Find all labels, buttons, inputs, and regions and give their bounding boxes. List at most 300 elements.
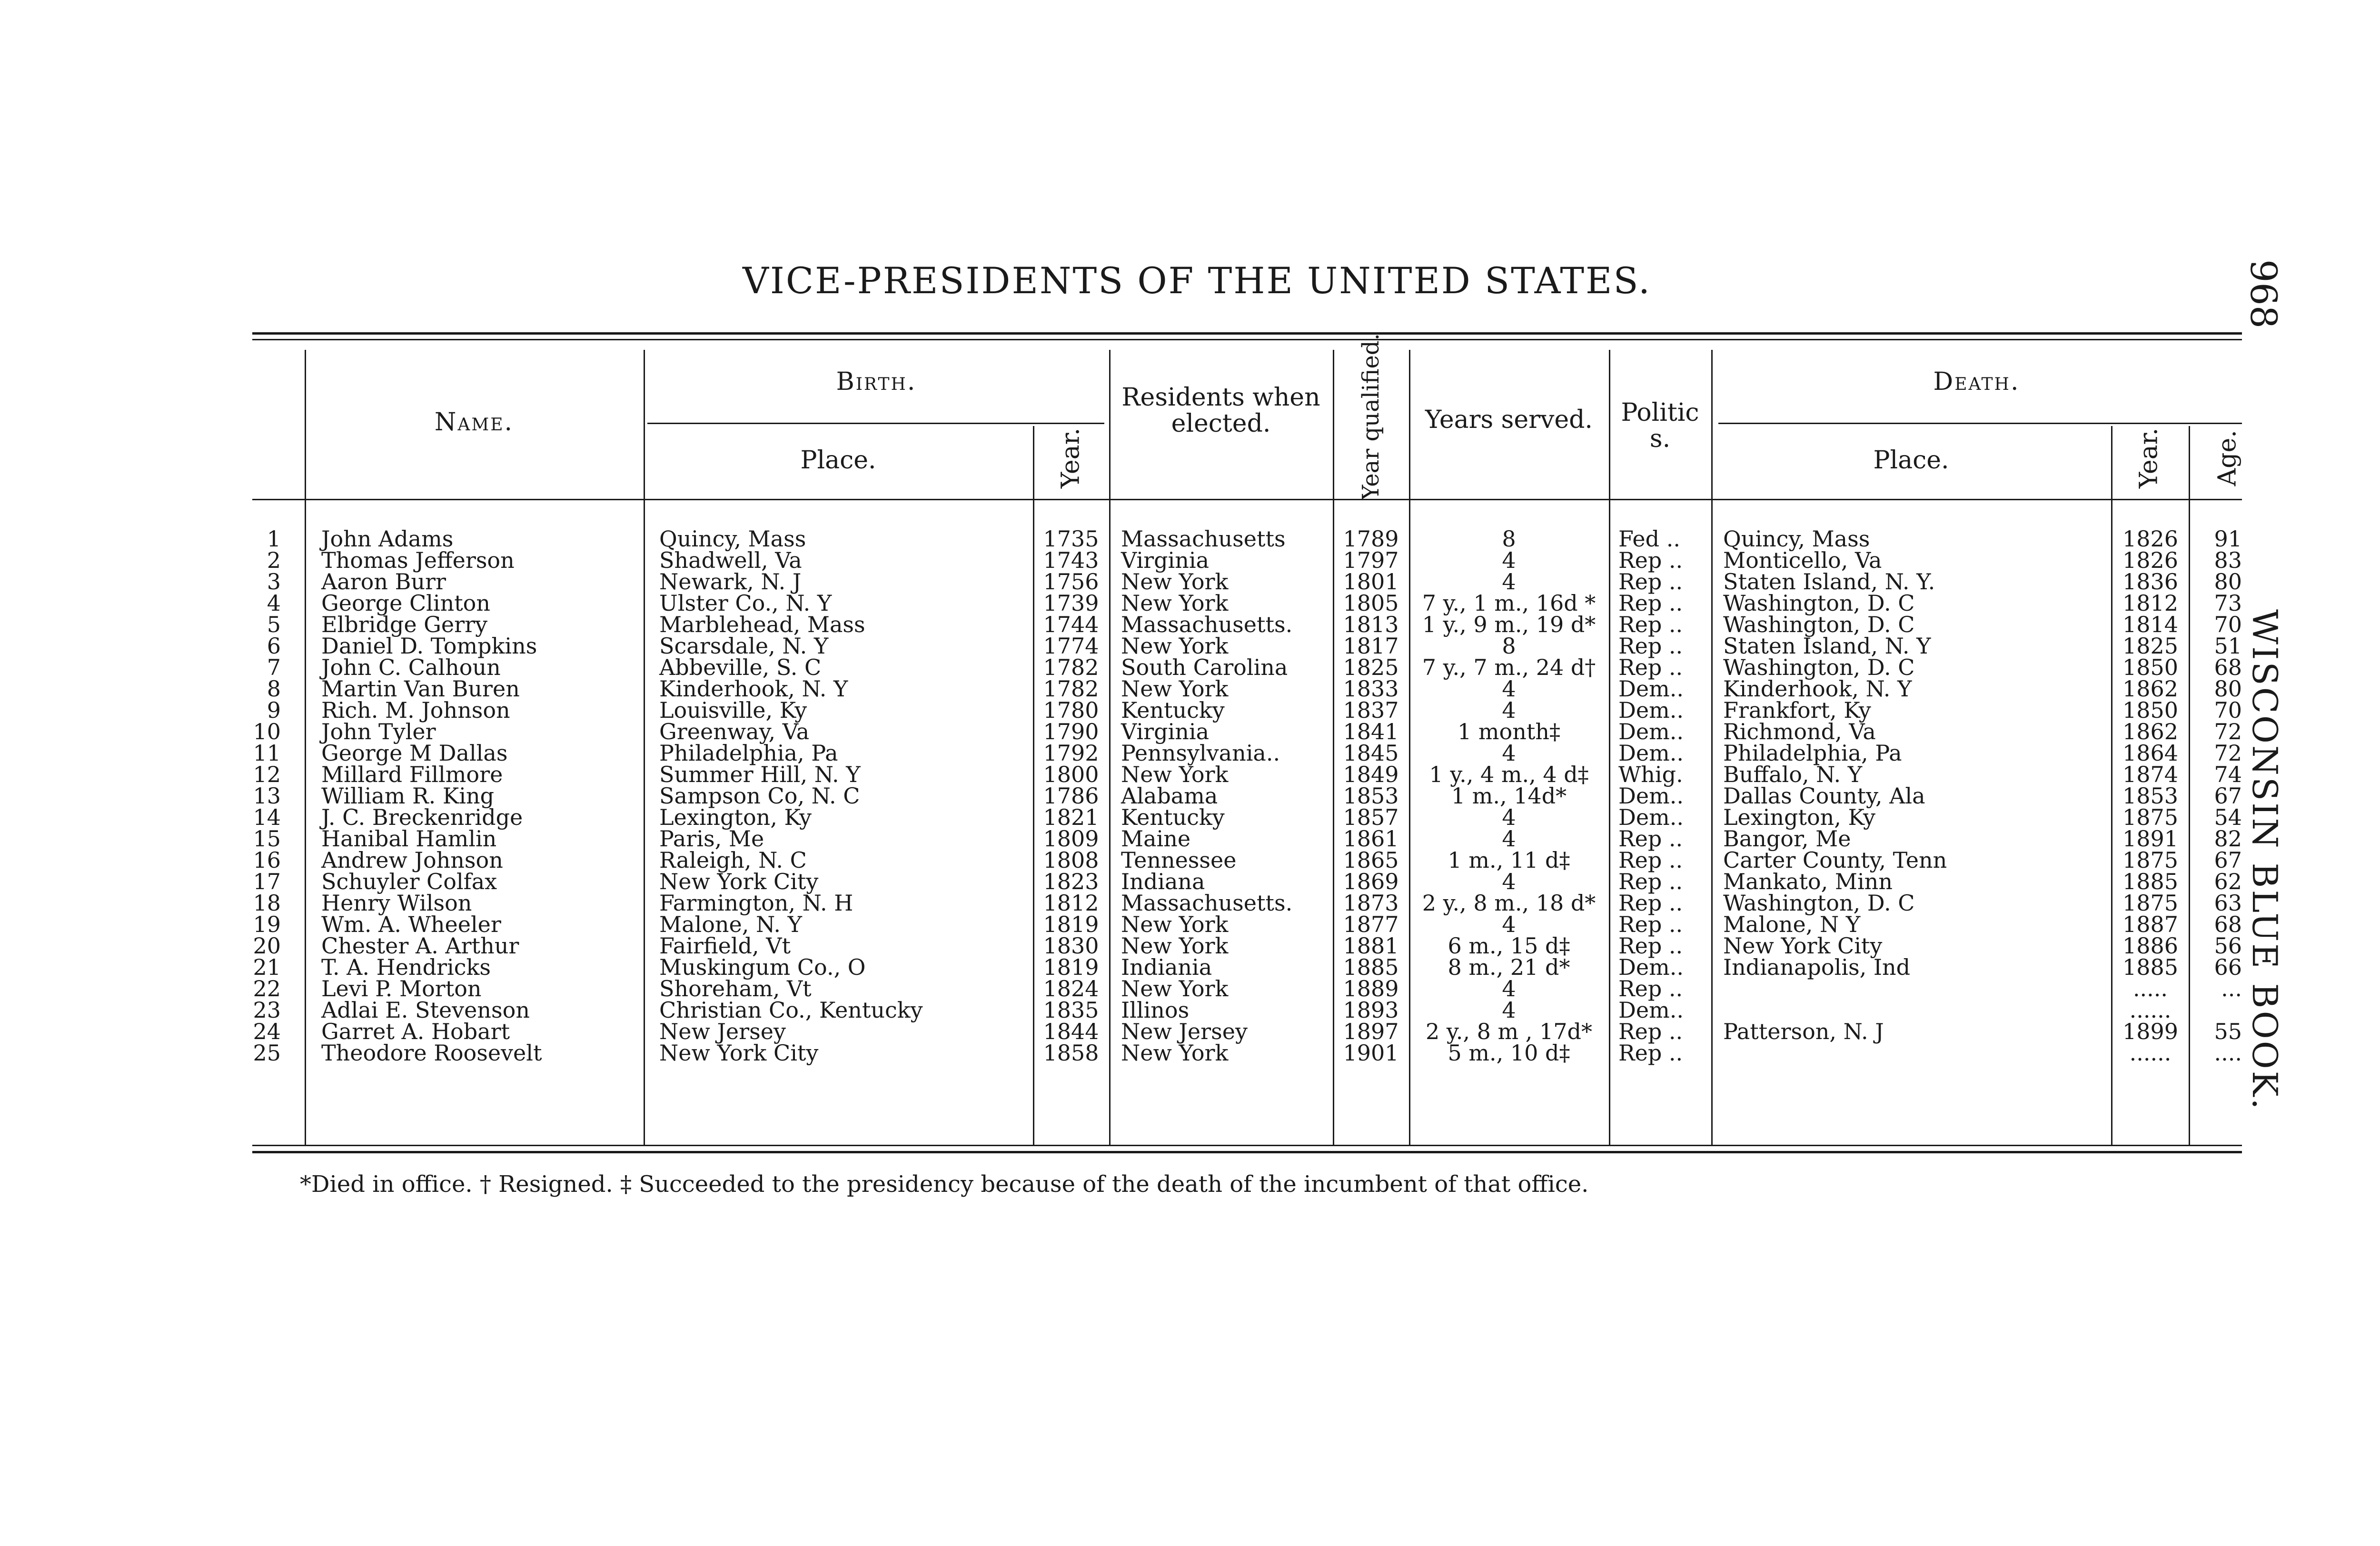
- birth-place: Summer Hill, N. Y: [659, 762, 861, 787]
- table-row: [0, 935, 2380, 957]
- death-year: 1885: [2122, 869, 2179, 894]
- years-served: 4: [1502, 997, 1516, 1023]
- residence: New York: [1121, 1040, 1229, 1066]
- residence: Kentucky: [1121, 804, 1225, 830]
- years-served: 5 m., 10 d‡: [1448, 1040, 1570, 1066]
- death-place: New York City: [1723, 933, 1883, 959]
- row-number: 12: [253, 762, 281, 787]
- vp-name: John C. Calhoun: [321, 654, 501, 680]
- death-place: Carter County, Tenn: [1723, 847, 1947, 873]
- row-number: 1: [267, 526, 281, 552]
- years-served: 7 y., 7 m., 24 d†: [1422, 654, 1596, 680]
- years-served: 4: [1502, 826, 1516, 852]
- birth-year: 1808: [1043, 847, 1099, 873]
- table-bottom-rule: [252, 1145, 2242, 1146]
- birth-place: New York City: [659, 1040, 819, 1066]
- table-bottom-rule-outer: [252, 1151, 2242, 1153]
- table-row: [0, 804, 2380, 830]
- table-row: [0, 697, 2380, 723]
- age: 62: [2214, 869, 2242, 894]
- age: 72: [2214, 740, 2242, 766]
- vp-name: Andrew Johnson: [321, 847, 503, 873]
- birth-place: Greenway, Va: [659, 719, 810, 744]
- age: 80: [2214, 569, 2242, 595]
- death-place: Washington, D. C: [1723, 612, 1915, 637]
- years-served: 4: [1502, 569, 1516, 595]
- death-place: Indianapolis, Ind: [1723, 954, 1911, 980]
- vp-name: Rich. M. Johnson: [321, 697, 510, 723]
- years-served: 4: [1502, 547, 1516, 573]
- birth-place: New York City: [659, 869, 819, 894]
- years-served: 4: [1502, 912, 1516, 937]
- years-served: 1 m., 14d*: [1451, 783, 1567, 809]
- residence: New York: [1121, 976, 1229, 1001]
- death-place: Philadelphia, Pa: [1723, 740, 1902, 766]
- age: 63: [2214, 890, 2242, 916]
- row-number: 13: [253, 783, 281, 809]
- row-number: 22: [253, 976, 281, 1001]
- birth-place: Farmington, N. H: [659, 890, 853, 916]
- header-birth-year: Year.: [1056, 427, 1085, 488]
- age: 82: [2214, 826, 2242, 852]
- age: 91: [2214, 526, 2242, 552]
- vp-name: Millard Fillmore: [321, 762, 503, 787]
- row-number: 2: [267, 547, 281, 573]
- politics: Dem..: [1618, 676, 1684, 702]
- death-year: 1875: [2122, 804, 2179, 830]
- birth-year: 1756: [1043, 569, 1099, 595]
- birth-year: 1790: [1043, 719, 1099, 744]
- row-number: 25: [253, 1040, 281, 1066]
- birth-place: Louisville, Ky: [659, 697, 807, 723]
- death-year: ......: [2129, 997, 2172, 1023]
- years-served: 1 m., 11 d‡: [1448, 847, 1570, 873]
- year-qualified: 1861: [1343, 826, 1399, 852]
- politics: Rep ..: [1618, 654, 1683, 680]
- politics: Rep ..: [1618, 912, 1683, 937]
- death-year: 1891: [2122, 826, 2179, 852]
- residence: New Jersey: [1121, 1019, 1248, 1044]
- birth-place: Abbeville, S. C: [659, 654, 822, 680]
- birth-place: Fairfield, Vt: [659, 933, 791, 959]
- table-row: [0, 590, 2380, 616]
- birth-year: 1786: [1043, 783, 1099, 809]
- table-row: [0, 997, 2380, 1023]
- birth-place: New Jersey: [659, 1019, 786, 1044]
- row-number: 24: [253, 1019, 281, 1044]
- residence: Massachusetts: [1121, 526, 1286, 552]
- years-served: 8 m., 21 d*: [1448, 954, 1570, 980]
- birth-year: 1858: [1043, 1040, 1099, 1066]
- table-row: [0, 528, 2380, 550]
- age: 68: [2214, 912, 2242, 937]
- death-year: 1874: [2122, 762, 2179, 787]
- death-year: 1850: [2122, 654, 2179, 680]
- politics: Rep ..: [1618, 933, 1683, 959]
- death-year: 1862: [2122, 719, 2179, 744]
- death-place: Monticello, Va: [1723, 547, 1882, 573]
- birth-place: Scarsdale, N. Y: [659, 633, 829, 659]
- birth-year: 1812: [1043, 890, 1099, 916]
- years-served: 1 y., 9 m., 19 d*: [1422, 612, 1596, 637]
- residence: Massachusetts.: [1121, 890, 1293, 916]
- age: 83: [2214, 547, 2242, 573]
- death-place: Quincy, Mass: [1723, 526, 1870, 552]
- death-year: 1812: [2122, 590, 2179, 616]
- politics: Rep ..: [1618, 826, 1683, 852]
- vp-name: Thomas Jefferson: [321, 547, 515, 573]
- table-row: [0, 571, 2380, 593]
- vp-name: John Tyler: [321, 719, 436, 744]
- birth-year: 1824: [1043, 976, 1099, 1001]
- header-death-year: Year.: [2134, 427, 2163, 488]
- vp-name: Chester A. Arthur: [321, 933, 519, 959]
- birth-place: Marblehead, Mass: [659, 612, 865, 637]
- birth-year: 1735: [1043, 526, 1099, 552]
- year-qualified: 1897: [1343, 1019, 1399, 1044]
- age: 66: [2214, 954, 2242, 980]
- vp-name: George Clinton: [321, 590, 490, 616]
- birth-place: Kinderhook, N. Y: [659, 676, 848, 702]
- table-row: [0, 828, 2380, 850]
- header-death: Death.: [1933, 367, 2020, 396]
- row-number: 4: [267, 590, 281, 616]
- table-row: [0, 785, 2380, 807]
- years-served: 4: [1502, 976, 1516, 1001]
- age: 67: [2214, 847, 2242, 873]
- birth-place: Lexington, Ky: [659, 804, 812, 830]
- politics: Dem..: [1618, 740, 1684, 766]
- politics: Rep ..: [1618, 569, 1683, 595]
- death-year: 1825: [2122, 633, 2179, 659]
- header-birth: Birth.: [836, 367, 917, 396]
- header-year-qualified: Year qualified.: [1357, 333, 1384, 500]
- table-row: [0, 1042, 2380, 1064]
- years-served: 8: [1502, 633, 1516, 659]
- years-served: 4: [1502, 804, 1516, 830]
- politics: Dem..: [1618, 997, 1684, 1023]
- row-number: 6: [267, 633, 281, 659]
- age: 51: [2214, 633, 2242, 659]
- table-row: [0, 1021, 2380, 1042]
- birth-place: Christian Co., Kentucky: [659, 997, 923, 1023]
- year-qualified: 1837: [1343, 697, 1399, 723]
- residence: Alabama: [1121, 783, 1218, 809]
- table-row: [0, 614, 2380, 635]
- death-place: Dallas County, Ala: [1723, 783, 1925, 809]
- header-residence: Residents when elected.: [1121, 383, 1320, 438]
- year-qualified: 1901: [1343, 1040, 1399, 1066]
- header-politics: Politics.: [1621, 398, 1699, 453]
- residence: Massachusetts.: [1121, 612, 1293, 637]
- politics: Rep ..: [1618, 847, 1683, 873]
- death-year: 1875: [2122, 890, 2179, 916]
- years-served: 7 y., 1 m., 16d *: [1422, 590, 1596, 616]
- year-qualified: 1885: [1343, 954, 1399, 980]
- table-row: [0, 764, 2380, 785]
- vp-name: Adlai E. Stevenson: [321, 997, 530, 1023]
- residence: Illinos: [1121, 997, 1190, 1023]
- years-served: 4: [1502, 869, 1516, 894]
- birth-place: Muskingum Co., O: [659, 954, 866, 980]
- age: 80: [2214, 676, 2242, 702]
- residence: Indiania: [1121, 954, 1212, 980]
- politics: Rep ..: [1618, 633, 1683, 659]
- death-year: 1885: [2122, 954, 2179, 980]
- year-qualified: 1853: [1343, 783, 1399, 809]
- table-row: [0, 847, 2380, 873]
- politics: Rep ..: [1618, 547, 1683, 573]
- death-year: 1814: [2122, 612, 2179, 637]
- death-year: 1864: [2122, 740, 2179, 766]
- birth-year: 1780: [1043, 697, 1099, 723]
- header-name: Name.: [434, 408, 514, 436]
- residence: New York: [1121, 569, 1229, 595]
- table-row: [0, 654, 2380, 680]
- year-qualified: 1789: [1343, 526, 1399, 552]
- row-number: 20: [253, 933, 281, 959]
- row-number: 8: [267, 676, 281, 702]
- residence: Kentucky: [1121, 697, 1225, 723]
- birth-year: 1743: [1043, 547, 1099, 573]
- death-place: Staten Island, N. Y: [1723, 633, 1931, 659]
- years-served: 4: [1502, 676, 1516, 702]
- age: 56: [2214, 933, 2242, 959]
- residence: New York: [1121, 933, 1229, 959]
- death-place: Staten Island, N. Y.: [1723, 569, 1935, 595]
- year-qualified: 1893: [1343, 997, 1399, 1023]
- politics: Rep ..: [1618, 1040, 1683, 1066]
- years-served: 1 month‡: [1458, 719, 1560, 744]
- year-qualified: 1801: [1343, 569, 1399, 595]
- politics: Rep ..: [1618, 590, 1683, 616]
- vp-name: Martin Van Buren: [321, 676, 520, 702]
- death-place: Washington, D. C: [1723, 590, 1915, 616]
- age: 68: [2214, 654, 2242, 680]
- birth-year: 1774: [1043, 633, 1099, 659]
- death-year: 1850: [2122, 697, 2179, 723]
- row-number: 9: [267, 697, 281, 723]
- row-number: 14: [253, 804, 281, 830]
- table-row: [0, 635, 2380, 657]
- death-place: Lexington, Ky: [1723, 804, 1875, 830]
- death-place: Washington, D. C: [1723, 654, 1915, 680]
- vp-name: Schuyler Colfax: [321, 869, 497, 894]
- death-place: Mankato, Minn: [1723, 869, 1893, 894]
- table-row: [0, 721, 2380, 743]
- death-year: .....: [2132, 976, 2168, 1001]
- row-number: 11: [253, 740, 281, 766]
- death-place: Kinderhook, N. Y: [1723, 676, 1912, 702]
- death-year: 1886: [2122, 933, 2179, 959]
- year-qualified: 1841: [1343, 719, 1399, 744]
- row-number: 15: [253, 826, 281, 852]
- vp-name: John Adams: [321, 526, 454, 552]
- year-qualified: 1797: [1343, 547, 1399, 573]
- row-number: 19: [253, 912, 281, 937]
- death-year: 1836: [2122, 569, 2179, 595]
- page-title: VICE-PRESIDENTS OF THE UNITED STATES.: [743, 259, 1652, 302]
- table-top-rule-inner: [252, 339, 2242, 340]
- year-qualified: 1825: [1343, 654, 1399, 680]
- death-place: Washington, D. C: [1723, 890, 1915, 916]
- table-row: [0, 547, 2380, 573]
- birth-year: 1830: [1043, 933, 1099, 959]
- birth-year: 1821: [1043, 804, 1099, 830]
- vp-name: George M Dallas: [321, 740, 508, 766]
- row-number: 18: [253, 890, 281, 916]
- residence: Virginia: [1121, 719, 1210, 744]
- birth-subheader-rule: [647, 423, 1104, 424]
- table-row: [0, 871, 2380, 892]
- years-served: 8: [1502, 526, 1516, 552]
- year-qualified: 1889: [1343, 976, 1399, 1001]
- death-year: 1887: [2122, 912, 2179, 937]
- death-year: 1862: [2122, 676, 2179, 702]
- death-place: Malone, N Y: [1723, 912, 1861, 937]
- table-row: [0, 914, 2380, 935]
- vp-name: Hanibal Hamlin: [321, 826, 497, 852]
- year-qualified: 1877: [1343, 912, 1399, 937]
- birth-place: Shoreham, Vt: [659, 976, 812, 1001]
- years-served: 2 y., 8 m., 18 d*: [1422, 890, 1596, 916]
- death-place: Patterson, N. J: [1723, 1019, 1884, 1044]
- death-year: 1826: [2122, 547, 2179, 573]
- death-year: 1875: [2122, 847, 2179, 873]
- years-served: 2 y., 8 m , 17d*: [1426, 1019, 1592, 1044]
- birth-year: 1792: [1043, 740, 1099, 766]
- age: 70: [2214, 612, 2242, 637]
- birth-year: 1744: [1043, 612, 1099, 637]
- vp-name: J. C. Breckenridge: [321, 804, 523, 830]
- header-age: Age.: [2213, 430, 2242, 486]
- year-qualified: 1805: [1343, 590, 1399, 616]
- birth-year: 1844: [1043, 1019, 1099, 1044]
- birth-place: Shadwell, Va: [659, 547, 802, 573]
- row-number: 16: [253, 847, 281, 873]
- residence: Indiana: [1121, 869, 1205, 894]
- years-served: 1 y., 4 m., 4 d‡: [1429, 762, 1589, 787]
- vp-name: Garret A. Hobart: [321, 1019, 510, 1044]
- birth-place: Raleigh, N. C: [659, 847, 807, 873]
- age: 70: [2214, 697, 2242, 723]
- birth-place: Malone, N. Y: [659, 912, 802, 937]
- residence: New York: [1121, 762, 1229, 787]
- birth-place: Ulster Co., N. Y: [659, 590, 832, 616]
- politics: Fed ..: [1618, 526, 1680, 552]
- politics: Rep ..: [1618, 976, 1683, 1001]
- table-top-rule: [252, 332, 2242, 335]
- age: ...: [2221, 976, 2242, 1001]
- death-place: Buffalo, N. Y: [1723, 762, 1863, 787]
- age: 55: [2214, 1019, 2242, 1044]
- residence: Tennessee: [1121, 847, 1237, 873]
- residence: Pennsylvania..: [1121, 740, 1280, 766]
- year-qualified: 1865: [1343, 847, 1399, 873]
- death-year: 1826: [2122, 526, 2179, 552]
- death-place: Frankfort, Ky: [1723, 697, 1871, 723]
- age: 67: [2214, 783, 2242, 809]
- residence: New York: [1121, 590, 1229, 616]
- year-qualified: 1869: [1343, 869, 1399, 894]
- birth-year: 1809: [1043, 826, 1099, 852]
- residence: New York: [1121, 676, 1229, 702]
- age: 72: [2214, 719, 2242, 744]
- years-served: 6 m., 15 d‡: [1448, 933, 1570, 959]
- row-number: 10: [253, 719, 281, 744]
- residence: New York: [1121, 633, 1229, 659]
- politics: Rep ..: [1618, 1019, 1683, 1044]
- politics: Rep ..: [1618, 869, 1683, 894]
- year-qualified: 1857: [1343, 804, 1399, 830]
- death-subheader-rule: [1718, 423, 2242, 424]
- running-head: WISCONSIN BLUE BOOK.: [2245, 609, 2285, 1111]
- years-served: 4: [1502, 697, 1516, 723]
- year-qualified: 1845: [1343, 740, 1399, 766]
- residence: Virginia: [1121, 547, 1210, 573]
- politics: Dem..: [1618, 954, 1684, 980]
- politics: Dem..: [1618, 697, 1684, 723]
- politics: Rep ..: [1618, 890, 1683, 916]
- vp-name: T. A. Hendricks: [321, 954, 491, 980]
- age: ....: [2214, 1040, 2242, 1066]
- politics: Dem..: [1618, 804, 1684, 830]
- row-number: 23: [253, 997, 281, 1023]
- birth-year: 1823: [1043, 869, 1099, 894]
- year-qualified: 1881: [1343, 933, 1399, 959]
- year-qualified: 1817: [1343, 633, 1399, 659]
- row-number: 21: [253, 954, 281, 980]
- death-year: 1853: [2122, 783, 2179, 809]
- vp-name: Theodore Roosevelt: [321, 1040, 542, 1066]
- vp-name: William R. King: [321, 783, 495, 809]
- residence: South Carolina: [1121, 654, 1288, 680]
- age: 74: [2214, 762, 2242, 787]
- footnote: *Died in office. † Resigned. ‡ Succeeded to the presidency because of the death of the incumbent of that office.: [300, 1171, 1589, 1198]
- vp-name: Aaron Burr: [321, 569, 446, 595]
- birth-year: 1782: [1043, 654, 1099, 680]
- politics: Dem..: [1618, 719, 1684, 744]
- vp-name: Daniel D. Tompkins: [321, 633, 537, 659]
- residence: New York: [1121, 912, 1229, 937]
- row-number: 3: [267, 569, 281, 595]
- header-death-place: Place.: [1873, 446, 1949, 475]
- birth-place: Sampson Co, N. C: [659, 783, 860, 809]
- politics: Dem..: [1618, 783, 1684, 809]
- vp-name: Henry Wilson: [321, 890, 472, 916]
- birth-year: 1835: [1043, 997, 1099, 1023]
- birth-year: 1782: [1043, 676, 1099, 702]
- birth-year: 1819: [1043, 912, 1099, 937]
- vp-name: Elbridge Gerry: [321, 612, 488, 637]
- death-place: Richmond, Va: [1723, 719, 1876, 744]
- row-number: 5: [267, 612, 281, 637]
- birth-year: 1800: [1043, 762, 1099, 787]
- vp-name: Levi P. Morton: [321, 976, 482, 1001]
- header-bottom-rule: [252, 499, 2242, 500]
- birth-year: 1819: [1043, 954, 1099, 980]
- birth-place: Newark, N. J: [659, 569, 802, 595]
- year-qualified: 1873: [1343, 890, 1399, 916]
- table-row: [0, 954, 2380, 980]
- header-birth-place: Place.: [800, 446, 876, 475]
- death-year: 1899: [2122, 1019, 2179, 1044]
- death-year: ......: [2129, 1040, 2172, 1066]
- vp-name: Wm. A. Wheeler: [321, 912, 501, 937]
- table-row: [0, 892, 2380, 914]
- residence: Maine: [1121, 826, 1191, 852]
- birth-place: Philadelphia, Pa: [659, 740, 838, 766]
